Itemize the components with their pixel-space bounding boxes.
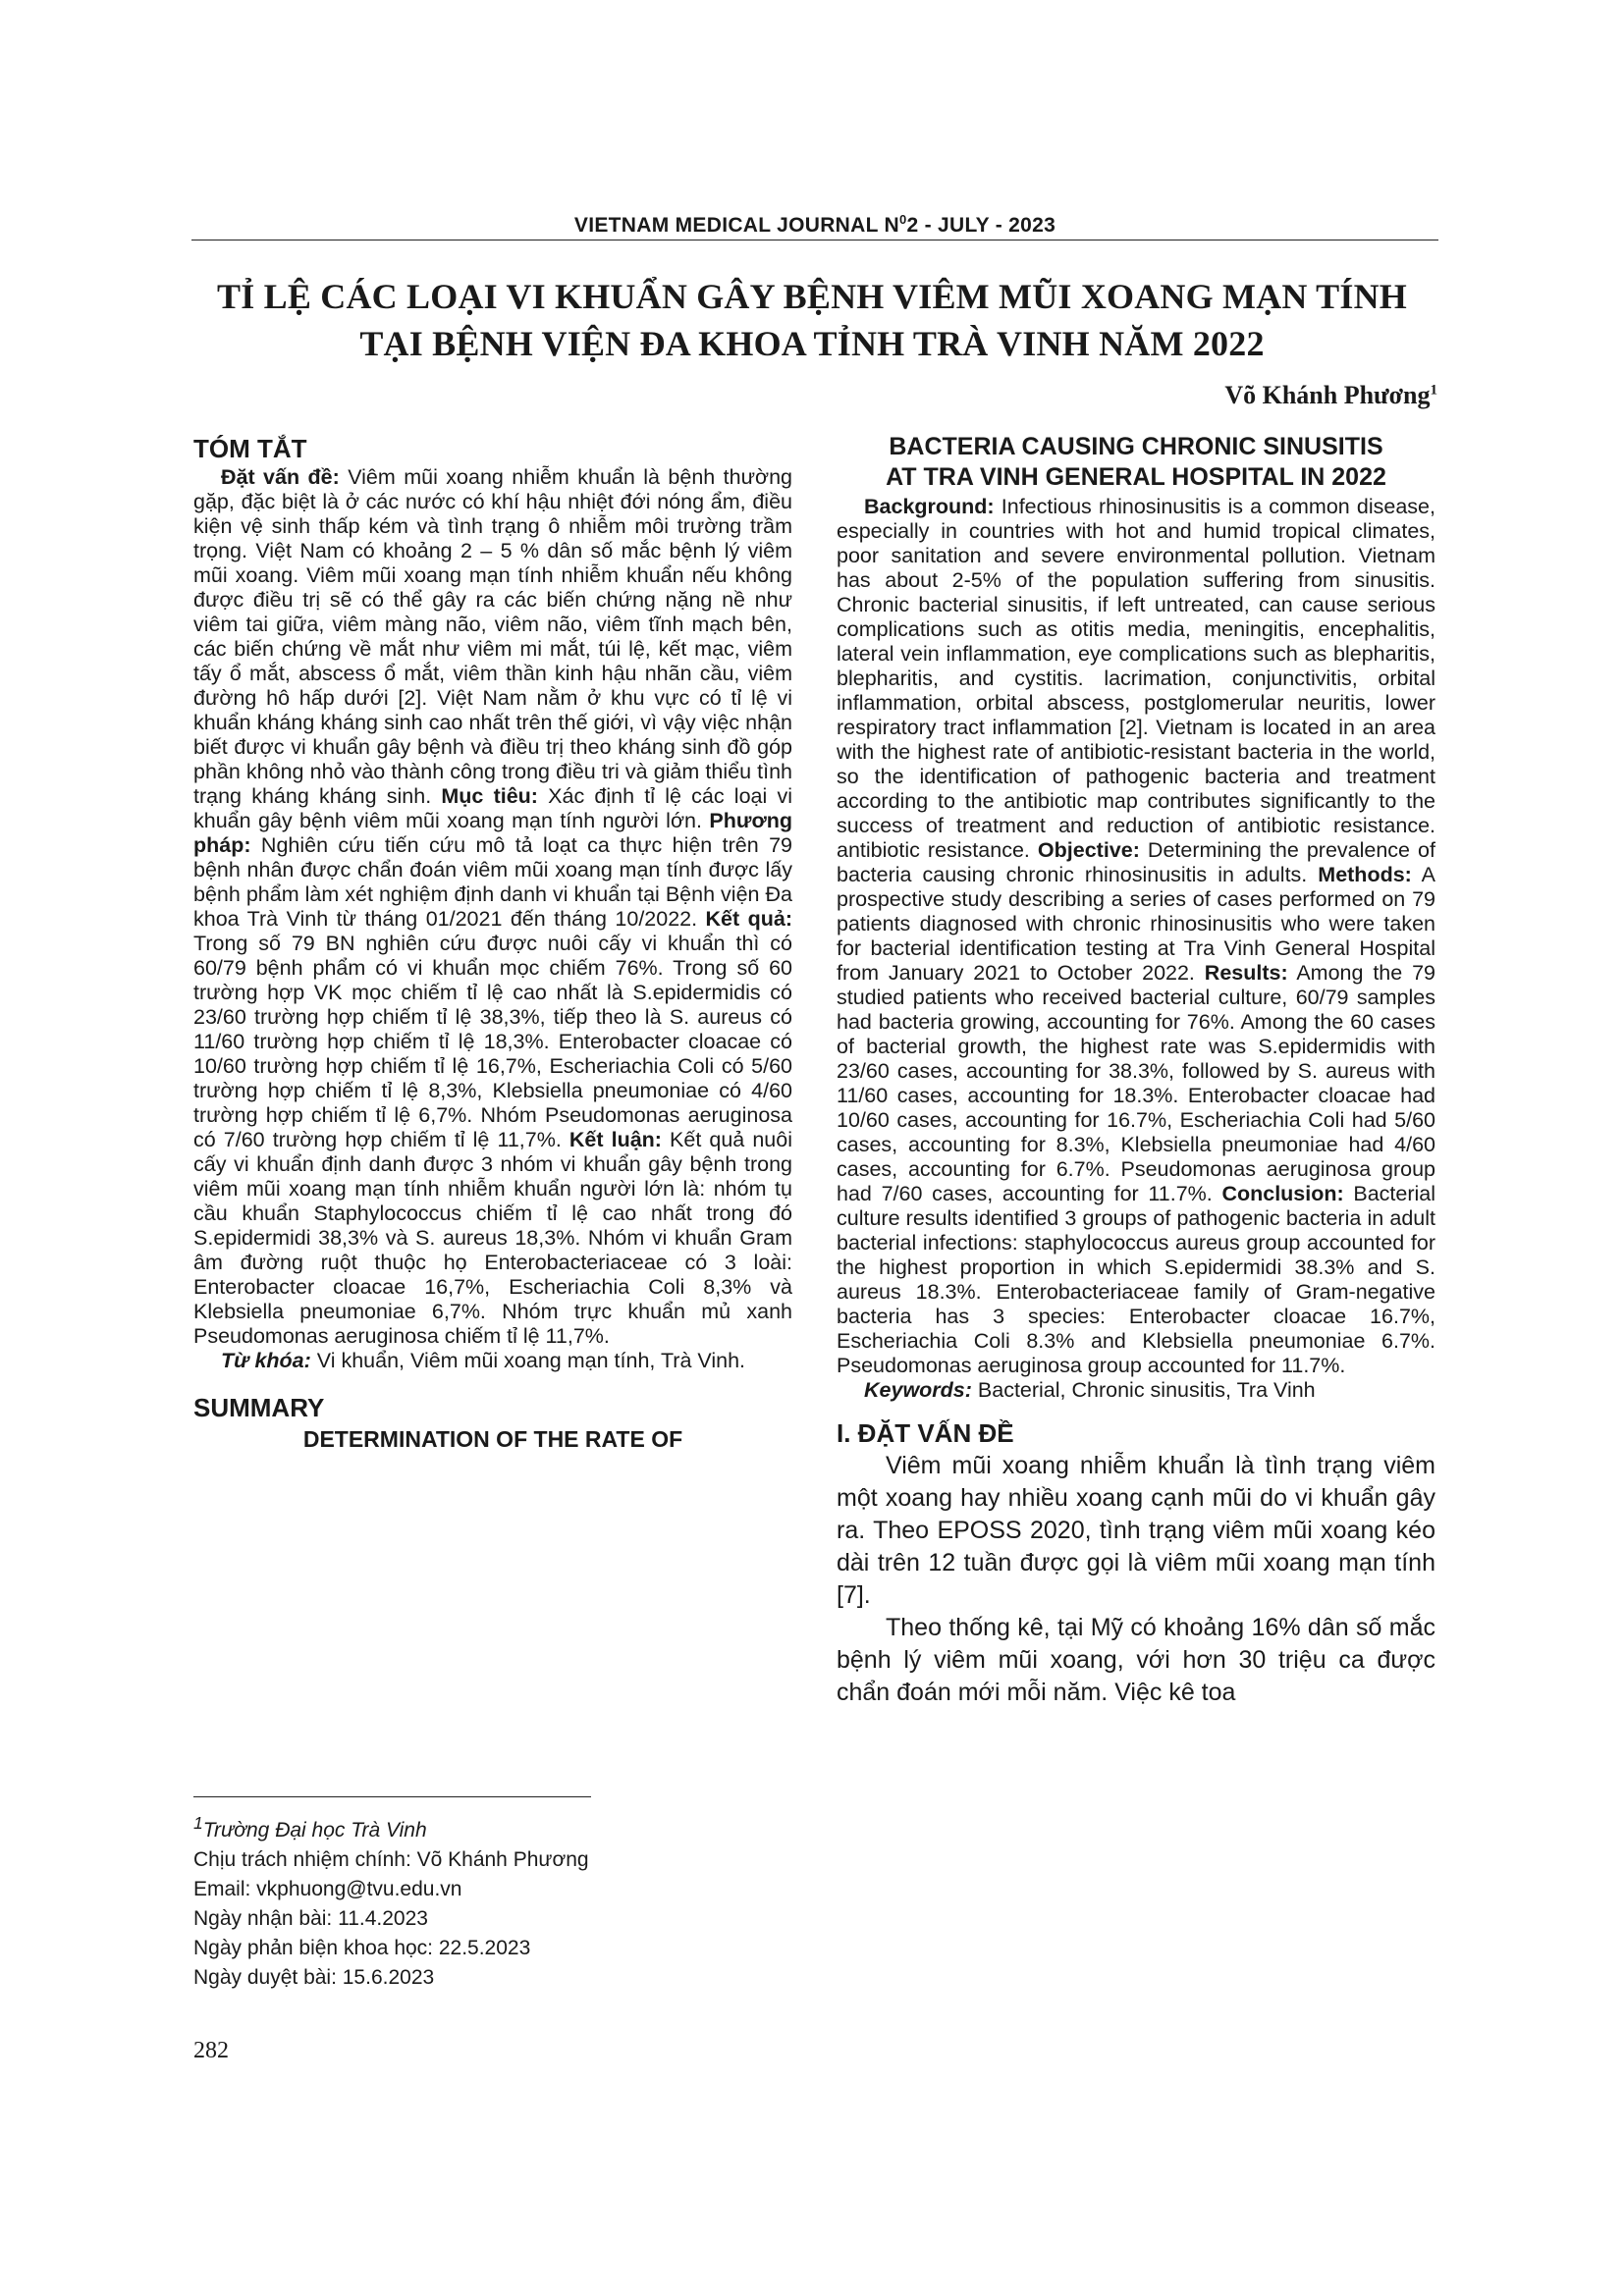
label-phuong-phap: Phương pháp: bbox=[193, 809, 792, 857]
footnote-affiliation-sup: 1 bbox=[193, 1813, 203, 1833]
text-phuong-phap: Nghiên cứu tiến cứu mô tả loạt ca thực hiện trên 79 bệnh nhân được chẩn đoán viêm mũi xoang mạn tính được lấy bệnh phẩm làm xét nghiệm định danh vi khuẩn tại Bệnh viện Đa khoa Trà Vinh từ tháng 01/2021 đến tháng 10/2022. bbox=[193, 833, 792, 931]
english-title-line-1: BACTERIA CAUSING CHRONIC SINUSITIS bbox=[889, 433, 1383, 460]
text-conclusion: Bacterial culture results identified 3 groups of pathogenic bacteria in adult bacterial infections: staphylococcus aureus group accounted for the highest proportion in which S.epidermidi 38.3% and S. aureus 18.3%. Enterobacteriaceae family of Gram-negative bacteria has 3 species: Enterobacter cloacae 16.7%, Escheriachia Coli 8.3% and Klebsiella pneumoniae 6.7%. Pseudomonas aeruginosa group accounted for 11.7%. bbox=[837, 1182, 1435, 1377]
footnote-received: Ngày nhận bài: 11.4.2023 bbox=[193, 1907, 428, 1930]
footnote-accepted: Ngày duyệt bài: 15.6.2023 bbox=[193, 1966, 435, 1989]
right-column bbox=[837, 432, 1435, 1709]
keywords-en bbox=[837, 1378, 1435, 1403]
summary-heading: SUMMARY bbox=[193, 1393, 325, 1422]
article-title bbox=[137, 273, 1487, 367]
keywords-vn bbox=[193, 1349, 792, 1373]
footnote-email: Email: vkphuong@tvu.edu.vn bbox=[193, 1878, 462, 1900]
running-header-journal: VIETNAM MEDICAL JOURNAL N bbox=[573, 214, 899, 237]
text-results: Among the 79 studied patients who received bacterial culture, 60/79 samples had bacteria growing, accounting for 76%. Among the 60 cases of bacterial growth, the highest rate was S.epidermidis with 23/60 cases, accounting for 38.3%, followed by S. aureus with 11/60 cases, accounting for 18.3%. Enterobacter cloacae had 10/60 cases, accounting for 16.7%, Escheriachia Coli had 5/60 cases, accounting for 8.3%, Klebsiella pneumoniae had 4/60 cases, accounting for 6.7%. Pseudomonas aeruginosa group had 7/60 cases, accounting for 11.7%. bbox=[837, 961, 1435, 1205]
running-header bbox=[191, 212, 1438, 238]
abstract-heading: TÓM TẮT bbox=[193, 434, 307, 463]
left-column bbox=[193, 432, 792, 1454]
footnote-affiliation-text: Trường Đại học Trà Vinh bbox=[202, 1819, 427, 1842]
label-ket-qua: Kết quả: bbox=[705, 907, 792, 931]
text-dat-van-de: Viêm mũi xoang nhiễm khuẩn là bệnh thường gặp, đặc biệt là ở các nước có khí hậu nhiệt đới nóng ẩm, điều kiện vệ sinh thấp kém và tình trạng ô nhiễm môi trường trầm trọng. Việt Nam có khoảng 2 – 5 % dân số mắc bệnh lý viêm mũi xoang. Viêm mũi xoang mạn tính nhiễm khuẩn nếu không được điều trị sẽ có thể gây ra các biến chứng nặng nề như viêm tai giữa, viêm màng não, viêm não, viêm tĩnh mạch bên, các biến chứng về mắt như viêm mi mắt, túi lệ, kết mạc, viêm tấy ổ mắt, abscess ổ mắt, viêm thần kinh hậu nhãn cầu, viêm đường hô hấp dưới [2]. Việt Nam nằm ở khu vực có tỉ lệ vi khuẩn kháng kháng sinh cao nhất trên thế giới, vì vậy việc nhận biết được vi khuẩn gây bệnh và điều trị theo kháng sinh đồ góp phần không nhỏ vào thành công trong điều tri và giảm thiểu tình trạng kháng kháng sinh. bbox=[193, 465, 792, 808]
label-dat-van-de: Đặt vấn đề: bbox=[221, 465, 340, 489]
keywords-en-label: Keywords: bbox=[864, 1378, 972, 1402]
label-muc-tieu: Mục tiêu: bbox=[441, 784, 538, 808]
keywords-vn-label: Từ khóa: bbox=[221, 1349, 311, 1372]
page-number: 282 bbox=[193, 2038, 229, 2063]
text-ket-luan: Kết quả nuôi cấy vi khuẩn định danh được 3 nhóm vi khuẩn gây bệnh trong viêm mũi xoang mạn tính nhiễm khuẩn người lớn là: nhóm tụ cầu khuẩn Staphylococcus chiếm tỉ lệ cao nhất trong đó S.epidermidi 38,3% và S. aureus 18,3%. Nhóm vi khuẩn Gram âm đường ruột thuộc họ Enterobacteriaceae có 3 loài: Enterobacter cloacae 16,7%, Escheriachia Coli 8,3% và Klebsiella pneumoniae 6,7%. Nhóm trực khuẩn mủ xanh Pseudomonas aeruginosa chiếm tỉ lệ 11,7%. bbox=[193, 1128, 792, 1348]
label-objective: Objective: bbox=[1037, 838, 1140, 862]
intro-paragraph-1: Viêm mũi xoang nhiễm khuẩn là tình trạng viêm một xoang hay nhiều xoang cạnh mũi do vi khuẩn gây ra. Theo EPOSS 2020, tình trạng viêm mũi xoang kéo dài trên 12 tuần được gọi là viêm mũi xoang mạn tính [7]. bbox=[837, 1452, 1435, 1609]
english-title-line-2: AT TRA VINH GENERAL HOSPITAL IN 2022 bbox=[886, 463, 1386, 491]
label-ket-luan: Kết luận: bbox=[568, 1128, 662, 1151]
label-results: Results: bbox=[1204, 961, 1288, 985]
text-background: Infectious rhinosinusitis is a common disease, especially in countries with hot and humid tropical climates, poor sanitation and severe environmental pollution. Vietnam has about 2-5% of the population suffering from sinusitis. Chronic bacterial sinusitis, if left untreated, can cause serious complications such as otitis media, meningitis, encephalitis, lateral vein inflammation, eye complications such as blepharitis, blepharitis, and cystitis. lacrimation, conjunctivitis, orbital inflammation, orbital abscess, postglomerular neuritis, lower respiratory tract inflammation [2]. Vietnam is located in an area with the highest rate of antibiotic-resistant bacteria in the world, so the identification of pathogenic bacteria and treatment according to the antibiotic map contributes significantly to the success of treatment and reduction of antibiotic resistance. antibiotic resistance. bbox=[837, 495, 1435, 862]
english-title bbox=[837, 432, 1435, 493]
label-background: Background: bbox=[864, 495, 995, 518]
label-methods: Methods: bbox=[1318, 863, 1412, 886]
footnote-rule bbox=[193, 1796, 591, 1797]
running-header-issue: 2 - JULY - 2023 bbox=[906, 214, 1056, 237]
author-name: Võ Khánh Phương bbox=[1224, 381, 1431, 409]
intro-paragraph-2: Theo thống kê, tại Mỹ có khoảng 16% dân số mắc bệnh lý viêm mũi xoang, với hơn 30 triệu ca được chẩn đoán mới mỗi năm. Việc kê toa bbox=[837, 1614, 1435, 1706]
text-ket-qua: Trong số 79 BN nghiên cứu được nuôi cấy vi khuẩn thì có 60/79 bệnh phẩm có vi khuẩn mọc chiếm 76%. Trong số 60 trường hợp VK mọc chiếm tỉ lệ cao nhất là S.epidermidis có 23/60 trường hợp chiếm tỉ lệ 38,3%, tiếp theo là S. aureus có 11/60 trường hợp chiếm tỉ lệ 18,3%. Enterobacter cloacae có 10/60 trường hợp chiếm tỉ lệ 16,7%, Escheriachia Coli có 5/60 trường hợp chiếm tỉ lệ 8,3%, Klebsiella pneumoniae có 4/60 trường hợp chiếm tỉ lệ 6,7%. Nhóm Pseudomonas aeruginosa có 7/60 trường hợp chiếm tỉ lệ 11,7%. bbox=[193, 932, 792, 1151]
author-affiliation-sup: 1 bbox=[1430, 382, 1437, 399]
summary-title-part: DETERMINATION OF THE RATE OF bbox=[302, 1426, 683, 1452]
footnotes bbox=[193, 1808, 589, 1993]
text-objective: Determining the prevalence of bacteria causing chronic rhinosinusitis in adults. bbox=[837, 838, 1435, 886]
running-header-number-sup: 0 bbox=[898, 212, 907, 227]
author bbox=[1224, 381, 1437, 410]
abstract-en-paragraph bbox=[837, 495, 1435, 1378]
footnote-affiliation bbox=[193, 1808, 589, 1845]
text-methods: A prospective study describing a series of cases performed on 79 patients diagnosed with chronic rhinosinusitis who were taken for bacterial identification testing at Tra Vinh General Hospital from January 2021 to October 2022. bbox=[837, 863, 1435, 985]
article-title-line-2: TẠI BỆNH VIỆN ĐA KHOA TỈNH TRÀ VINH NĂM 2022 bbox=[359, 324, 1265, 363]
footnote-reviewed: Ngày phản biện khoa học: 22.5.2023 bbox=[193, 1937, 531, 1959]
label-conclusion: Conclusion: bbox=[1221, 1182, 1344, 1205]
article-title-line-1: TỈ LỆ CÁC LOẠI VI KHUẨN GÂY BỆNH VIÊM MŨI XOANG MẠN TÍNH bbox=[217, 277, 1407, 316]
text-muc-tieu: Xác định tỉ lệ các loại vi khuẩn gây bệnh viêm mũi xoang mạn tính người lớn. bbox=[193, 784, 792, 832]
keywords-vn-text: Vi khuẩn, Viêm mũi xoang mạn tính, Trà Vinh. bbox=[310, 1349, 745, 1372]
abstract-vn-paragraph bbox=[193, 465, 792, 1349]
footnote-corresponding: Chịu trách nhiệm chính: Võ Khánh Phương bbox=[193, 1848, 589, 1871]
keywords-en-text: Bacterial, Chronic sinusitis, Tra Vinh bbox=[971, 1378, 1316, 1402]
intro-heading: I. ĐẶT VẤN ĐỀ bbox=[837, 1418, 1014, 1448]
